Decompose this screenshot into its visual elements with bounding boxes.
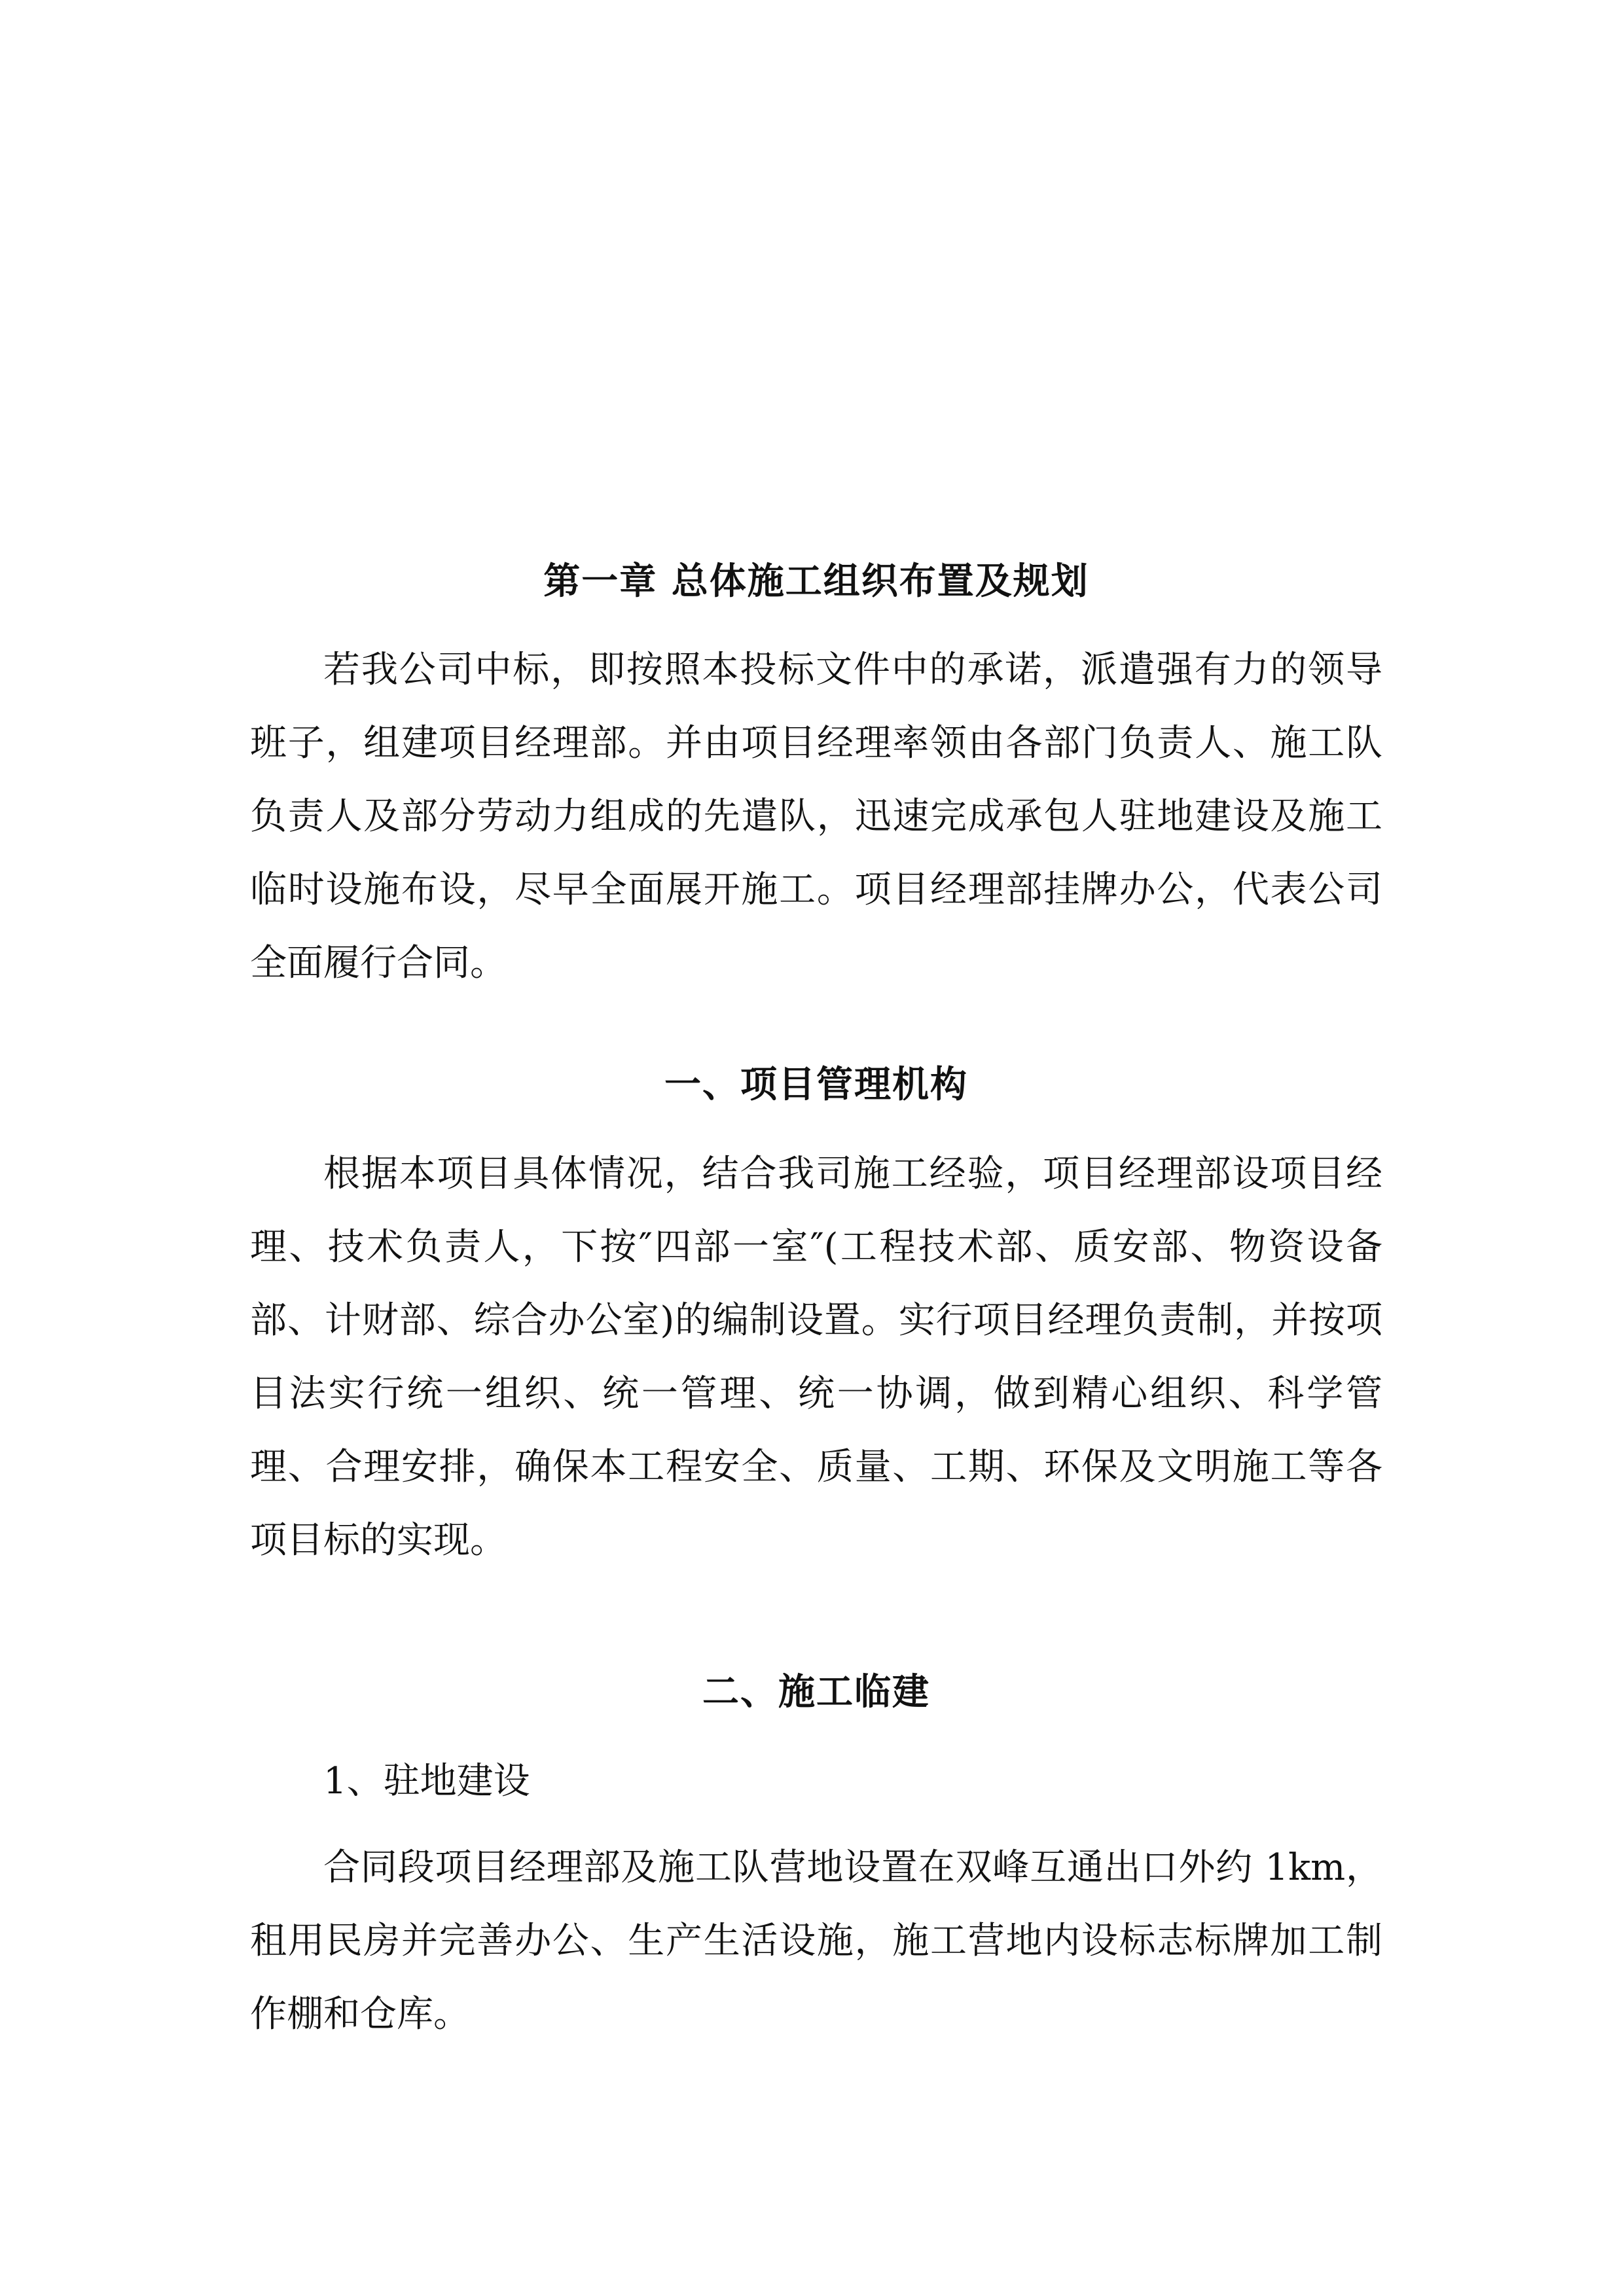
section2-paragraph: 合同段项目经理部及施工队营地设置在双峰互通出口外约 1km，租用民房并完善办公、生产生活设施，施工营地内设标志标牌加工制作棚和仓库。 [250,1846,1382,2036]
section1-block [250,1138,1382,1577]
section2-block [250,1831,1382,2051]
section-title-management: 一、项目管理机构 [664,1064,968,1106]
intro-block [250,634,1382,1000]
section-title-temporary-construction: 二、施工临建 [702,1671,930,1713]
intro-paragraph: 若我公司中标，即按照本投标文件中的承诺，派遣强有力的领导班子，组建项目经理部。并由项目经理率领由各部门负责人、施工队负责人及部分劳动力组成的先遣队，迅速完成承包人驻地建设及施工临时设施布设，尽早全面展开施工。项目经理部挂牌办公，代表公司全面履行合同。 [250,649,1382,984]
chapter-title: 第一章 总体施工组织布置及规划 [543,560,1089,603]
subsection-title-camp: 1、驻地建设 [323,1760,530,1803]
section2-sub-block [250,1745,1382,1818]
section1-paragraph: 根据本项目具体情况，结合我司施工经验，项目经理部设项目经理、技术负责人，下按″四部一室″(工程技术部、质安部、物资设备部、计财部、综合办公室)的编制设置。实行项目经理负责制，并按项目法实行统一组织、统一管理、统一协调，做到精心组织、科学管理、合理安排，确保本工程安全、质量、工期、环保及文明施工等各项目标的实现。 [250,1153,1382,1562]
